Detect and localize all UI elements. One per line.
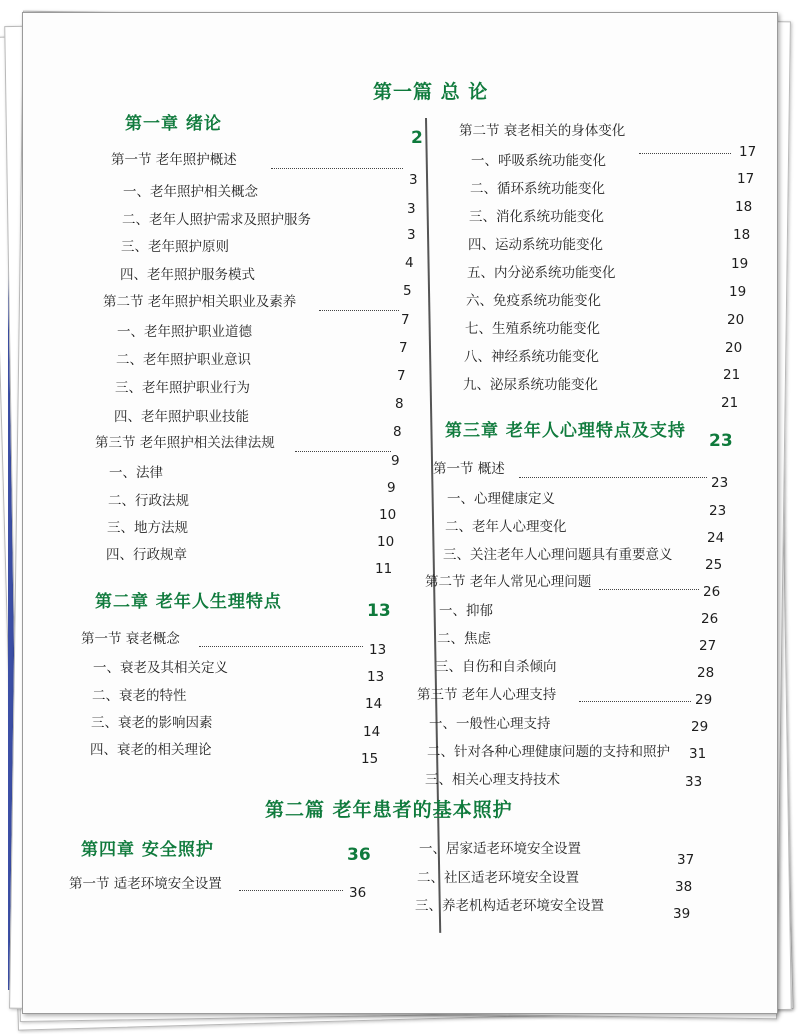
section-title: 第三节 老年人心理支持: [417, 687, 557, 703]
toc-item-page: 28: [697, 665, 715, 681]
section-page: 29: [695, 692, 713, 708]
dot-leader: [295, 451, 391, 452]
toc-item-page: 13: [367, 669, 385, 685]
toc-item: 二、老年人照护需求及照护服务: [122, 212, 311, 228]
toc-item-page: 3: [407, 227, 416, 243]
toc-item-page: 4: [405, 255, 414, 271]
chapter-page: 23: [709, 431, 733, 451]
toc-item: 一、心理健康定义: [447, 491, 555, 507]
toc-item: 二、老年照护职业意识: [116, 352, 251, 368]
dot-leader: [239, 890, 343, 891]
toc-page: [22, 12, 778, 1014]
toc-item: 三、老年照护职业行为: [115, 380, 250, 396]
toc-item-page: 10: [379, 507, 397, 523]
toc-item-page: 18: [733, 227, 751, 243]
toc-item: 三、老年照护原则: [121, 239, 229, 255]
toc-item: 八、神经系统功能变化: [464, 349, 599, 365]
section-title: 第三节 老年照护相关法律法规: [95, 435, 275, 451]
toc-item-page: 5: [403, 283, 412, 299]
toc-item: 三、自伤和自杀倾向: [435, 659, 557, 675]
dot-leader: [579, 701, 691, 702]
toc-item: 三、消化系统功能变化: [469, 209, 604, 225]
section-title: 第二节 老年人常见心理问题: [425, 574, 592, 590]
toc-item: 五、内分泌系统功能变化: [467, 265, 616, 281]
section-page: 26: [703, 584, 721, 600]
dot-leader: [599, 589, 699, 590]
toc-item-page: 20: [727, 312, 745, 328]
toc-item-page: 14: [365, 696, 383, 712]
toc-item-page: 33: [685, 774, 703, 790]
toc-item: 二、社区适老环境安全设置: [417, 870, 579, 886]
toc-item: 一、居家适老环境安全设置: [419, 841, 581, 857]
toc-item-page: 7: [397, 368, 406, 384]
toc-item: 三、衰老的影响因素: [91, 715, 213, 731]
part-title: 第一篇 总 论: [373, 81, 489, 103]
toc-item: 二、循环系统功能变化: [470, 181, 605, 197]
toc-item-page: 39: [673, 906, 691, 922]
toc-item: 三、养老机构适老环境安全设置: [415, 898, 604, 914]
toc-item-page: 9: [387, 480, 396, 496]
toc-item-page: 10: [377, 534, 395, 550]
toc-item-page: 21: [721, 395, 739, 411]
chapter-page: 2: [411, 128, 423, 148]
toc-item-page: 7: [399, 340, 408, 356]
section-page: 13: [369, 642, 387, 658]
toc-item: 二、行政法规: [108, 493, 189, 509]
toc-item: 四、衰老的相关理论: [90, 742, 212, 758]
toc-item: 一、一般性心理支持: [429, 716, 551, 732]
toc-item-page: 8: [393, 424, 402, 440]
toc-item: 七、生殖系统功能变化: [465, 321, 600, 337]
toc-item: 二、衰老的特性: [92, 688, 187, 704]
section-page: 3: [409, 172, 418, 188]
toc-item: 二、老年人心理变化: [445, 519, 567, 535]
section-title: 第二节 老年照护相关职业及素养: [103, 294, 297, 310]
toc-item: 三、关注老年人心理问题具有重要意义: [443, 547, 673, 563]
toc-item-page: 8: [395, 396, 404, 412]
toc-item-page: 11: [375, 561, 393, 577]
toc-item: 一、抑郁: [439, 603, 493, 619]
toc-item-page: 15: [361, 751, 379, 767]
toc-item-page: 26: [701, 611, 719, 627]
toc-item-page: 14: [363, 724, 381, 740]
toc-item-page: 38: [675, 879, 693, 895]
toc-item-page: 19: [731, 256, 749, 272]
toc-item-page: 31: [689, 746, 707, 762]
toc-item-page: 29: [691, 719, 709, 735]
section-title: 第二节 衰老相关的身体变化: [459, 123, 626, 139]
toc-item: 一、老年照护职业道德: [117, 324, 252, 340]
toc-item: 一、老年照护相关概念: [123, 184, 258, 200]
toc-item-page: 17: [737, 171, 755, 187]
toc-item-page: 27: [699, 638, 717, 654]
dot-leader: [199, 646, 363, 647]
section-title: 第一节 概述: [433, 461, 505, 477]
chapter-page: 36: [347, 845, 371, 865]
toc-item-page: 24: [707, 530, 725, 546]
toc-item: 一、法律: [109, 465, 163, 481]
dot-leader: [519, 477, 707, 478]
section-title: 第一节 老年照护概述: [111, 152, 237, 168]
chapter-title: 第二章 老年人生理特点: [95, 592, 282, 612]
section-title: 第一节 适老环境安全设置: [69, 876, 222, 892]
toc-item: 四、运动系统功能变化: [468, 237, 603, 253]
toc-item-page: 21: [723, 367, 741, 383]
section-page: 23: [711, 475, 729, 491]
chapter-title: 第四章 安全照护: [81, 840, 214, 860]
dot-leader: [639, 153, 731, 154]
toc-item: 二、焦虑: [437, 631, 491, 647]
section-page: 7: [401, 312, 410, 328]
part-title: 第二篇 老年患者的基本照护: [265, 799, 513, 821]
section-page: 17: [739, 144, 757, 160]
toc-item: 一、衰老及其相关定义: [93, 660, 228, 676]
toc-item: 三、相关心理支持技术: [425, 772, 560, 788]
section-title: 第一节 衰老概念: [81, 631, 180, 647]
toc-item-page: 25: [705, 557, 723, 573]
section-page: 36: [349, 885, 367, 901]
toc-item: 四、老年照护职业技能: [114, 409, 249, 425]
toc-item-page: 37: [677, 852, 695, 868]
toc-item: 九、泌尿系统功能变化: [463, 377, 598, 393]
toc-item: 四、行政规章: [106, 547, 187, 563]
toc-item: 三、地方法规: [107, 520, 188, 536]
toc-item-page: 18: [735, 199, 753, 215]
section-page: 9: [391, 453, 400, 469]
toc-item-page: 23: [709, 503, 727, 519]
toc-item: 六、免疫系统功能变化: [466, 293, 601, 309]
toc-item: 四、老年照护服务模式: [120, 267, 255, 283]
toc-item: 二、针对各种心理健康问题的支持和照护: [427, 744, 670, 760]
toc-item-page: 3: [407, 201, 416, 217]
chapter-title: 第三章 老年人心理特点及支持: [445, 421, 686, 441]
dot-leader: [319, 310, 399, 311]
toc-item-page: 20: [725, 340, 743, 356]
toc-item-page: 19: [729, 284, 747, 300]
dot-leader: [271, 168, 403, 169]
toc-item: 一、呼吸系统功能变化: [471, 153, 606, 169]
chapter-page: 13: [367, 601, 391, 621]
chapter-title: 第一章 绪论: [125, 114, 222, 134]
